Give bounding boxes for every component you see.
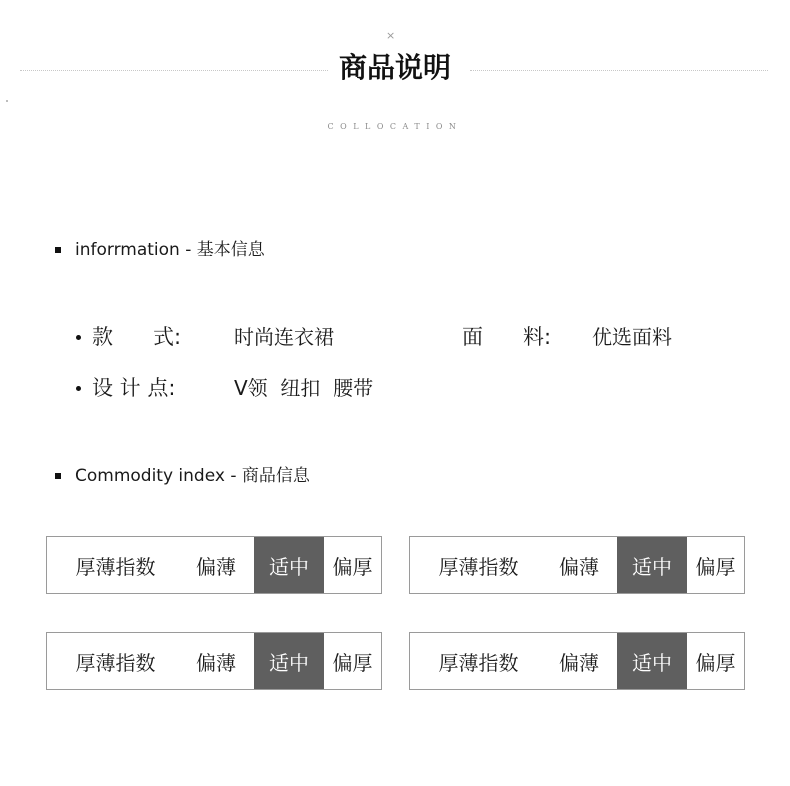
card-label: 厚薄指数 <box>438 554 519 579</box>
bullet-dot-icon <box>76 335 81 340</box>
thickness-card <box>46 536 382 594</box>
option-thick: 偏厚 <box>695 650 736 675</box>
basic-info-heading-text: inforrmation - 基本信息 <box>75 240 265 260</box>
option-thick: 偏厚 <box>332 650 373 675</box>
option-medium-selected: 适中 <box>617 537 687 593</box>
fabric-label: 面 料: <box>462 325 552 349</box>
option-thick: 偏厚 <box>332 554 373 579</box>
square-bullet-icon <box>55 473 61 479</box>
card-label: 厚薄指数 <box>75 650 156 675</box>
option-medium-selected: 适中 <box>254 537 324 593</box>
thickness-card <box>409 536 745 594</box>
bullet-dot-icon <box>76 386 81 391</box>
option-thin: 偏薄 <box>196 650 236 675</box>
card-label: 厚薄指数 <box>75 554 156 579</box>
option-medium-selected: 适中 <box>254 633 324 689</box>
style-value: 时尚连衣裙 <box>234 325 334 349</box>
card-label: 厚薄指数 <box>438 650 519 675</box>
square-bullet-icon <box>55 247 61 253</box>
commodity-index-heading <box>55 464 310 488</box>
design-value: V领 纽扣 腰带 <box>234 376 374 400</box>
decorative-dot <box>6 100 8 102</box>
page-title: 商品说明 <box>0 48 790 88</box>
option-thin: 偏薄 <box>559 554 599 579</box>
close-icon: × <box>386 29 396 42</box>
design-label: 设 计 点: <box>92 376 176 400</box>
info-row-style <box>76 322 672 352</box>
thickness-card <box>46 632 382 690</box>
option-thick: 偏厚 <box>695 554 736 579</box>
option-thin: 偏薄 <box>196 554 236 579</box>
info-row-design <box>76 373 373 403</box>
commodity-index-heading-text: Commodity index - 商品信息 <box>75 466 310 486</box>
option-medium-selected: 适中 <box>617 633 687 689</box>
thickness-card <box>409 632 745 690</box>
fabric-value: 优选面料 <box>592 325 672 349</box>
basic-info-heading <box>55 238 265 262</box>
page-subtitle: COLLOCATION <box>327 122 463 131</box>
style-label: 款 式: <box>92 325 182 349</box>
option-thin: 偏薄 <box>559 650 599 675</box>
